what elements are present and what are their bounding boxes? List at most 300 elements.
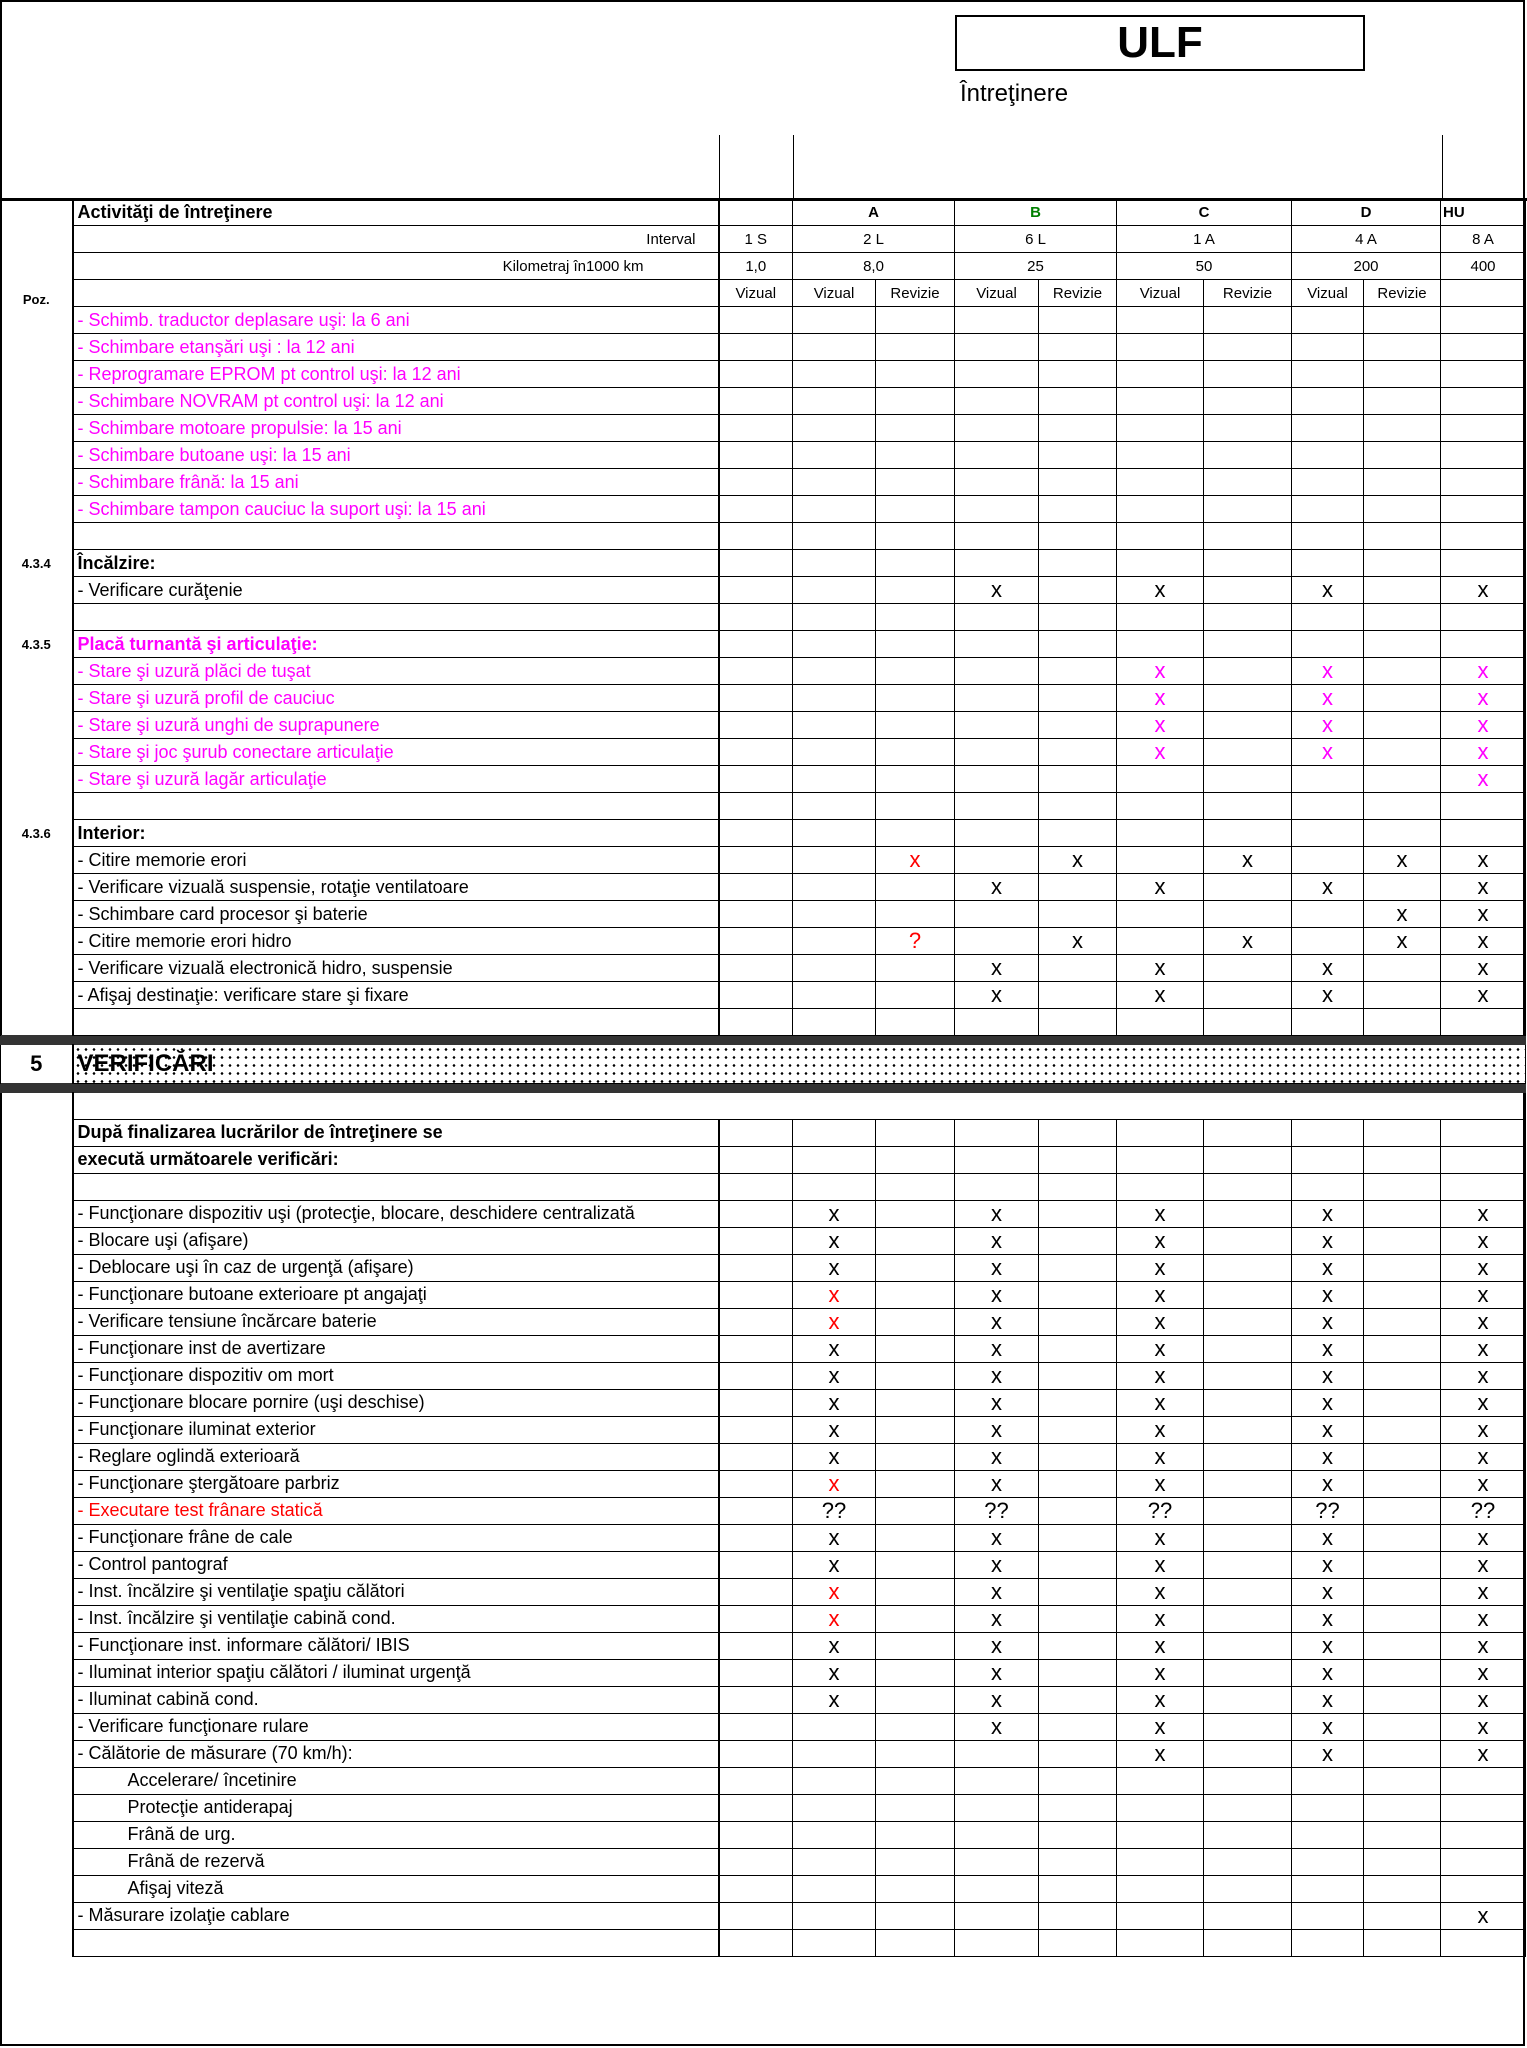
check-mark-cell (1204, 1794, 1292, 1821)
table-row (1, 1686, 1526, 1713)
check-mark-cell: x (1441, 874, 1526, 901)
check-mark-cell (1204, 1875, 1292, 1902)
header-rule (793, 135, 794, 198)
check-mark-cell (1039, 1497, 1117, 1524)
check-mark-cell (1441, 1173, 1526, 1200)
check-mark-cell (1039, 1848, 1117, 1875)
vizual-header: Vizual (793, 280, 876, 307)
vizual-header: Vizual (1292, 280, 1364, 307)
check-mark-cell: x (793, 1308, 876, 1335)
check-mark-cell (1204, 334, 1292, 361)
check-mark-cell: x (1292, 1713, 1364, 1740)
check-mark-cell (1039, 388, 1117, 415)
check-mark-cell (1364, 469, 1441, 496)
check-mark-cell: x (955, 874, 1039, 901)
check-mark-cell (1039, 604, 1117, 631)
check-mark-cell: x (1039, 847, 1117, 874)
check-mark-cell (876, 1848, 955, 1875)
check-mark-cell: x (1292, 1335, 1364, 1362)
pos-cell (1, 1524, 73, 1551)
check-mark-cell (876, 1659, 955, 1686)
check-mark-cell (955, 1875, 1039, 1902)
check-mark-cell (719, 1740, 793, 1767)
check-mark-cell (955, 901, 1039, 928)
check-mark-cell (876, 739, 955, 766)
check-mark-cell: x (955, 1362, 1039, 1389)
check-mark-cell: x (1441, 1281, 1526, 1308)
check-mark-cell: x (955, 1308, 1039, 1335)
check-mark-cell (719, 874, 793, 901)
check-mark-cell: x (955, 1389, 1039, 1416)
check-mark-cell (1364, 442, 1441, 469)
check-mark-cell: x (1292, 1200, 1364, 1227)
check-mark-cell: x (1292, 1254, 1364, 1281)
check-mark-cell: x (955, 1254, 1039, 1281)
section-heading: Interior: (73, 820, 719, 847)
check-mark-cell: x (1292, 1308, 1364, 1335)
check-mark-cell (1364, 766, 1441, 793)
check-mark-cell (1039, 658, 1117, 685)
check-mark-cell (955, 928, 1039, 955)
pos-cell (1, 1308, 73, 1335)
check-mark-cell (719, 658, 793, 685)
check-mark-cell (1292, 1848, 1364, 1875)
check-mark-cell (1292, 1767, 1364, 1794)
check-mark-cell: ?? (1117, 1497, 1204, 1524)
check-mark-cell (1292, 901, 1364, 928)
check-mark-cell: x (1039, 928, 1117, 955)
check-mark-cell (1039, 1146, 1117, 1173)
check-mark-cell (1204, 1524, 1292, 1551)
check-mark-cell (719, 604, 793, 631)
check-mark-cell (1364, 712, 1441, 739)
check-mark-cell: x (1292, 1632, 1364, 1659)
check-mark-cell: x (1441, 1713, 1526, 1740)
check-mark-cell (1117, 1173, 1204, 1200)
check-mark-cell: x (955, 1524, 1039, 1551)
group-empty (719, 199, 793, 226)
check-mark-cell (793, 361, 876, 388)
check-mark-cell: x (1441, 1200, 1526, 1227)
check-mark-cell (1204, 577, 1292, 604)
check-mark-cell (793, 631, 876, 658)
check-mark-cell (876, 1929, 955, 1956)
check-mark-cell (1364, 1794, 1441, 1821)
check-mark-cell (719, 1929, 793, 1956)
check-mark-cell (1292, 1821, 1364, 1848)
check-mark-cell (1292, 1119, 1364, 1146)
check-mark-cell: x (793, 1632, 876, 1659)
check-mark-cell (876, 415, 955, 442)
check-mark-cell: x (1204, 928, 1292, 955)
check-mark-cell (719, 739, 793, 766)
pos-cell (1, 955, 73, 982)
check-mark-cell (793, 334, 876, 361)
check-mark-cell (1364, 1009, 1441, 1036)
pos-cell: 4.3.4 (1, 550, 73, 577)
activity-label: - Stare şi joc şurub conectare articulaţie (73, 739, 719, 766)
table-row (1, 1929, 1526, 1956)
table-row (1, 1443, 1526, 1470)
check-mark-cell (1204, 1659, 1292, 1686)
check-mark-cell (1204, 550, 1292, 577)
table-row (1, 1119, 1526, 1146)
check-mark-cell (1204, 388, 1292, 415)
check-mark-cell (1039, 1632, 1117, 1659)
check-mark-cell (1039, 955, 1117, 982)
check-mark-cell: x (955, 1578, 1039, 1605)
check-mark-cell (1204, 496, 1292, 523)
pos-cell (1, 1740, 73, 1767)
activity-label: - Schimbare etanşări uşi : la 12 ani (73, 334, 719, 361)
check-mark-cell (955, 658, 1039, 685)
check-mark-cell (1204, 307, 1292, 334)
pos-cell (1, 1416, 73, 1443)
check-mark-cell (719, 1470, 793, 1497)
check-mark-cell (1117, 1875, 1204, 1902)
check-mark-cell (1364, 523, 1441, 550)
table-row (1, 1362, 1526, 1389)
table-row (1, 1470, 1526, 1497)
check-mark-cell (793, 739, 876, 766)
check-mark-cell (1441, 1119, 1526, 1146)
activity-label (73, 1173, 719, 1200)
verificari-title: VERIFICĂRI (73, 1045, 1526, 1084)
pos-cell (1, 1848, 73, 1875)
table-row (1, 1146, 1526, 1173)
table-row (1, 685, 1526, 712)
check-mark-cell (719, 1200, 793, 1227)
check-mark-cell: x (1441, 1632, 1526, 1659)
check-mark-cell: x (1117, 1686, 1204, 1713)
check-mark-cell (876, 1578, 955, 1605)
check-mark-cell (876, 496, 955, 523)
activity-label: - Verificare vizuală electronică hidro, suspensie (73, 955, 719, 982)
check-mark-cell: x (1117, 1227, 1204, 1254)
check-mark-cell (955, 1740, 1039, 1767)
check-mark-cell (1292, 469, 1364, 496)
check-mark-cell: x (1117, 739, 1204, 766)
table-row (1, 1578, 1526, 1605)
table-row (1, 1848, 1526, 1875)
check-mark-cell (793, 1794, 876, 1821)
check-mark-cell: x (1292, 1389, 1364, 1416)
check-mark-cell (1364, 361, 1441, 388)
table-row (1, 1254, 1526, 1281)
check-mark-cell (876, 1416, 955, 1443)
activity-label: - Inst. încălzire şi ventilaţie spaţiu călători (73, 1578, 719, 1605)
pos-cell (1, 496, 73, 523)
check-mark-cell (719, 1794, 793, 1821)
check-mark-cell (719, 766, 793, 793)
pos-cell (1, 901, 73, 928)
table-row (1, 1740, 1526, 1767)
pos-header: Poz. (1, 280, 73, 307)
check-mark-cell (876, 1632, 955, 1659)
check-mark-cell (1364, 1578, 1441, 1605)
check-mark-cell (1039, 1767, 1117, 1794)
check-mark-cell (719, 496, 793, 523)
check-mark-cell (1039, 1443, 1117, 1470)
check-mark-cell (1039, 874, 1117, 901)
check-mark-cell: x (955, 955, 1039, 982)
activity-label: - Control pantograf (73, 1551, 719, 1578)
check-mark-cell: x (1441, 847, 1526, 874)
activities-header: Activităţi de întreţinere (73, 199, 719, 226)
check-mark-cell (1364, 874, 1441, 901)
check-mark-cell (955, 793, 1039, 820)
check-mark-cell (1364, 1740, 1441, 1767)
check-mark-cell (955, 442, 1039, 469)
check-mark-cell (719, 577, 793, 604)
check-mark-cell (1364, 1200, 1441, 1227)
activity-label (73, 793, 719, 820)
check-mark-cell (1204, 1821, 1292, 1848)
check-mark-cell (719, 1308, 793, 1335)
check-mark-cell: x (1117, 1335, 1204, 1362)
pos-cell (1, 1009, 73, 1036)
check-mark-cell (1204, 1902, 1292, 1929)
interval-cell: 6 L (955, 226, 1117, 253)
activity-label: - Funcţionare ştergătoare parbriz (73, 1470, 719, 1497)
header-rule (1442, 135, 1443, 198)
pos-cell (1, 577, 73, 604)
check-mark-cell: x (793, 1578, 876, 1605)
check-mark-cell (1039, 307, 1117, 334)
check-mark-cell (1039, 1875, 1117, 1902)
check-mark-cell (1117, 1009, 1204, 1036)
check-mark-cell (876, 1308, 955, 1335)
check-mark-cell (1364, 1524, 1441, 1551)
check-mark-cell: x (1292, 1605, 1364, 1632)
check-mark-cell (1204, 901, 1292, 928)
check-mark-cell (1441, 1875, 1526, 1902)
check-mark-cell (793, 685, 876, 712)
check-mark-cell: x (793, 1335, 876, 1362)
check-mark-cell (1292, 1173, 1364, 1200)
check-mark-cell (793, 820, 876, 847)
check-mark-cell (1364, 1335, 1441, 1362)
check-mark-cell: x (1117, 1713, 1204, 1740)
check-mark-cell (1204, 712, 1292, 739)
check-mark-cell: x (1117, 1551, 1204, 1578)
activity-label: - Verificare curăţenie (73, 577, 719, 604)
check-mark-cell: ?? (793, 1497, 876, 1524)
km-cell: 25 (955, 253, 1117, 280)
table-row (1, 469, 1526, 496)
section-divider (1, 1084, 1526, 1093)
check-mark-cell (1364, 1362, 1441, 1389)
pos-cell (1, 1173, 73, 1200)
check-mark-cell (1364, 1821, 1441, 1848)
check-mark-cell: x (1292, 1416, 1364, 1443)
check-mark-cell (1039, 1821, 1117, 1848)
check-mark-cell (1039, 1227, 1117, 1254)
check-mark-cell (1204, 1929, 1292, 1956)
check-mark-cell: x (1117, 1443, 1204, 1470)
check-mark-cell (719, 523, 793, 550)
check-mark-cell (793, 1875, 876, 1902)
check-mark-cell (876, 766, 955, 793)
check-mark-cell (1441, 361, 1526, 388)
check-mark-cell (955, 1767, 1039, 1794)
check-mark-cell (1441, 793, 1526, 820)
check-mark-cell: x (1117, 1659, 1204, 1686)
check-mark-cell (1204, 523, 1292, 550)
check-mark-cell (955, 604, 1039, 631)
check-mark-cell (955, 1119, 1039, 1146)
pos-cell (1, 1443, 73, 1470)
interval-cell: 1 A (1117, 226, 1292, 253)
check-mark-cell: x (955, 982, 1039, 1009)
check-mark-cell (876, 1551, 955, 1578)
activity-label: - Reprogramare EPROM pt control uşi: la 12 ani (73, 361, 719, 388)
km-label: Kilometraj în1000 km (73, 253, 719, 280)
check-mark-cell (955, 388, 1039, 415)
pos-cell (1, 469, 73, 496)
pos-cell (1, 334, 73, 361)
check-mark-cell (793, 1767, 876, 1794)
pos-cell (1, 1605, 73, 1632)
pos-cell: 4.3.5 (1, 631, 73, 658)
check-mark-cell (876, 1362, 955, 1389)
check-mark-cell: x (1441, 1416, 1526, 1443)
check-mark-cell (955, 334, 1039, 361)
check-mark-cell (719, 631, 793, 658)
check-mark-cell: x (955, 1281, 1039, 1308)
table-row (1, 604, 1526, 631)
check-mark-cell (1204, 658, 1292, 685)
section-number: 5 (1, 1045, 73, 1084)
check-mark-cell: x (1292, 874, 1364, 901)
check-mark-cell (1441, 820, 1526, 847)
check-mark-cell (1117, 550, 1204, 577)
check-mark-cell (1364, 307, 1441, 334)
check-mark-cell: x (1117, 1389, 1204, 1416)
check-mark-cell (1204, 1767, 1292, 1794)
check-mark-cell (719, 1443, 793, 1470)
pos-cell (1, 1821, 73, 1848)
check-mark-cell (1039, 1605, 1117, 1632)
check-mark-cell (1364, 334, 1441, 361)
check-mark-cell (1441, 496, 1526, 523)
check-mark-cell (1039, 982, 1117, 1009)
activity-label: - Schimbare frână: la 15 ani (73, 469, 719, 496)
check-mark-cell (1364, 550, 1441, 577)
pos-cell (1, 1578, 73, 1605)
check-mark-cell (719, 1632, 793, 1659)
check-mark-cell (1039, 1524, 1117, 1551)
check-mark-cell: x (1441, 1308, 1526, 1335)
check-mark-cell (876, 334, 955, 361)
activity-label (73, 604, 719, 631)
activity-label: Protecţie antiderapaj (73, 1794, 719, 1821)
check-mark-cell (719, 1821, 793, 1848)
check-mark-cell (1117, 361, 1204, 388)
pos-cell (1, 1632, 73, 1659)
check-mark-cell: x (1292, 1686, 1364, 1713)
check-mark-cell (1204, 1578, 1292, 1605)
check-mark-cell (1441, 1009, 1526, 1036)
check-mark-cell (1364, 496, 1441, 523)
pos-cell (1, 1362, 73, 1389)
vizual-header: Vizual (955, 280, 1039, 307)
check-mark-cell (1364, 1308, 1441, 1335)
pos-cell (1, 388, 73, 415)
check-mark-cell: x (1441, 712, 1526, 739)
check-mark-cell (876, 1497, 955, 1524)
pos-cell (1, 1767, 73, 1794)
check-mark-cell (1204, 1416, 1292, 1443)
check-mark-cell (1364, 1767, 1441, 1794)
check-mark-cell: x (1117, 1605, 1204, 1632)
check-mark-cell (876, 469, 955, 496)
activity-label: - Funcţionare blocare pornire (uşi deschise) (73, 1389, 719, 1416)
check-mark-cell (876, 712, 955, 739)
table-row (1, 739, 1526, 766)
check-mark-cell (1039, 793, 1117, 820)
check-mark-cell (1039, 631, 1117, 658)
check-mark-cell (876, 685, 955, 712)
check-mark-cell (1039, 1254, 1117, 1281)
check-mark-cell: x (955, 1632, 1039, 1659)
check-mark-cell (719, 847, 793, 874)
verificari-section-row (1, 1045, 1526, 1084)
check-mark-cell (719, 1497, 793, 1524)
pos-cell (1, 1875, 73, 1902)
check-mark-cell (793, 1740, 876, 1767)
check-mark-cell: x (1364, 901, 1441, 928)
check-mark-cell (1364, 1632, 1441, 1659)
header-rule (719, 135, 720, 198)
check-mark-cell (719, 442, 793, 469)
pos-cell (1, 712, 73, 739)
check-mark-cell: x (1441, 658, 1526, 685)
check-mark-cell: x (1292, 577, 1364, 604)
check-mark-cell (876, 1009, 955, 1036)
check-mark-cell: x (1364, 847, 1441, 874)
check-mark-cell (793, 388, 876, 415)
pos-cell (1, 1200, 73, 1227)
activity-label: - Iluminat interior spaţiu călători / iluminat urgenţă (73, 1659, 719, 1686)
check-mark-cell: x (1292, 955, 1364, 982)
check-mark-cell (1292, 307, 1364, 334)
activity-label: - Schimbare motoare propulsie: la 15 ani (73, 415, 719, 442)
check-mark-cell (1364, 739, 1441, 766)
check-mark-cell (876, 955, 955, 982)
check-mark-cell (876, 631, 955, 658)
check-mark-cell (793, 1009, 876, 1036)
check-mark-cell (793, 1146, 876, 1173)
check-mark-cell (1364, 1686, 1441, 1713)
check-mark-cell (719, 1335, 793, 1362)
check-mark-cell (1039, 550, 1117, 577)
check-mark-cell (876, 1902, 955, 1929)
pos-cell (1, 847, 73, 874)
check-mark-cell: ?? (1292, 1497, 1364, 1524)
km-cell: 50 (1117, 253, 1292, 280)
check-mark-cell (1364, 1470, 1441, 1497)
check-mark-cell: x (793, 1362, 876, 1389)
interval-cell: 2 L (793, 226, 955, 253)
check-mark-cell: x (1441, 1659, 1526, 1686)
check-mark-cell (1364, 1875, 1441, 1902)
pos-cell (1, 766, 73, 793)
check-mark-cell (876, 1254, 955, 1281)
activity-label: - Verificare tensiune încărcare baterie (73, 1308, 719, 1335)
check-mark-cell (1117, 1902, 1204, 1929)
pos-cell (1, 361, 73, 388)
